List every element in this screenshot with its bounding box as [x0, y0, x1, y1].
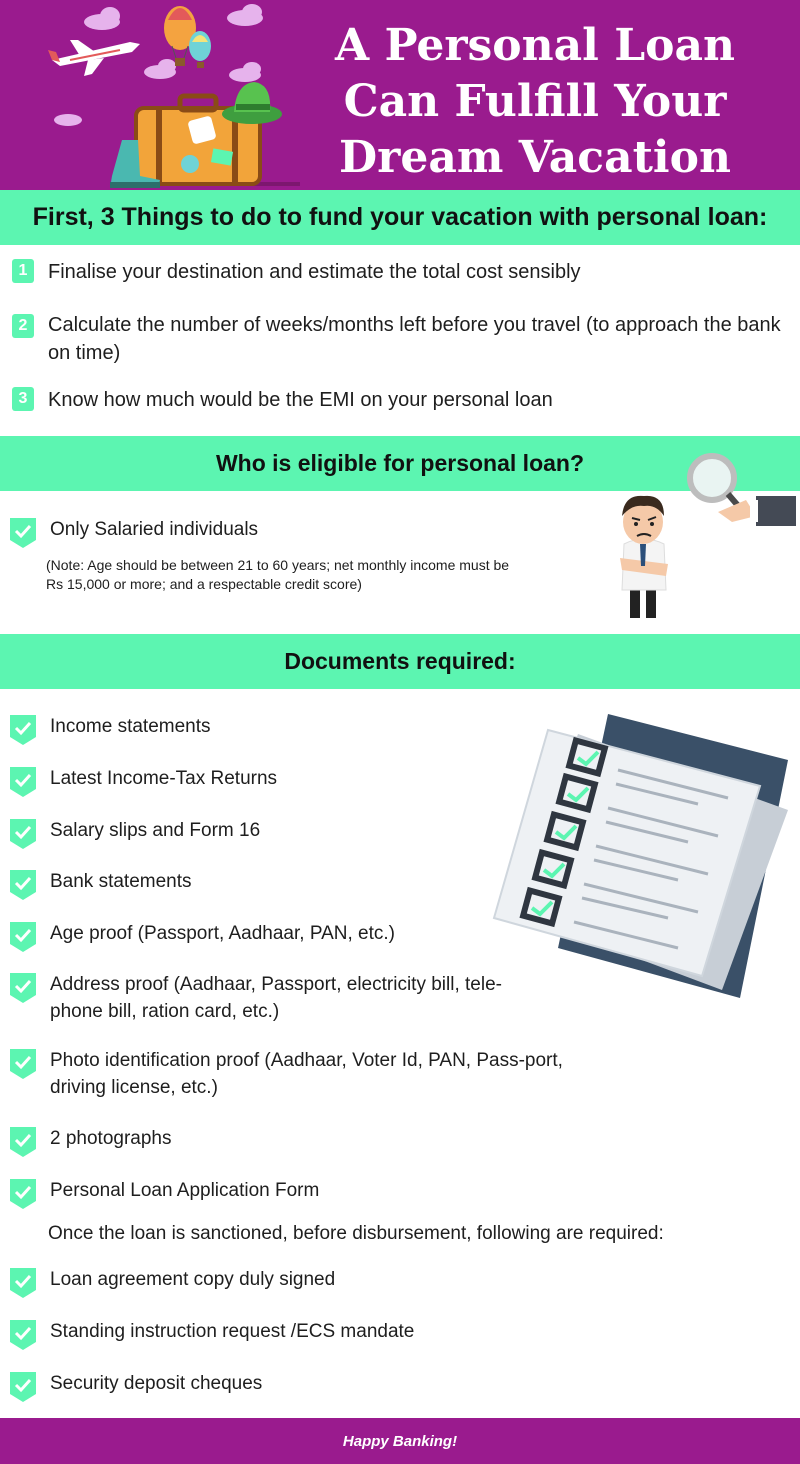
- hat-icon: [222, 82, 282, 124]
- title-line-2: Can Fulfill Your: [343, 76, 727, 127]
- confused-man-illustration: [600, 452, 800, 622]
- section-heading-documents: Documents required:: [0, 634, 800, 689]
- page-title: [300, 18, 770, 186]
- document-item: Age proof (Passport, Aadhaar, PAN, etc.): [50, 923, 395, 944]
- document-item: Bank statements: [50, 871, 192, 892]
- step-text: Calculate the number of weeks/months left before you travel (to approach the bank on time): [48, 314, 781, 364]
- check-badge-icon: [10, 1372, 36, 1402]
- title-line-3: Dream Vacation: [338, 132, 731, 183]
- eligibility-item: Only Salaried individuals: [50, 519, 259, 540]
- title-line-1: A Personal Loan: [335, 20, 735, 71]
- document-item: Salary slips and Form 16: [50, 820, 261, 841]
- step-number-badge: 2: [12, 314, 34, 338]
- document-item: Loan agreement copy duly signed: [50, 1269, 336, 1290]
- check-badge-icon: [10, 1127, 36, 1157]
- disbursement-note: Once the loan is sanctioned, before disbursement, following are required:: [48, 1223, 664, 1244]
- checklist-icon: [488, 700, 788, 1000]
- airplane-icon: [48, 40, 140, 76]
- document-item: 2 photographs: [50, 1128, 172, 1149]
- document-item: Personal Loan Application Form: [50, 1180, 320, 1201]
- check-badge-icon: [10, 1179, 36, 1209]
- document-item: Latest Income-Tax Returns: [50, 768, 278, 789]
- step-number-badge: 3: [12, 387, 34, 411]
- document-item: Photo identification proof (Aadhaar, Voter Id, PAN, Pass-port, driving license, etc.): [50, 1050, 563, 1098]
- check-badge-icon: [10, 1049, 36, 1079]
- step-number-badge: 1: [12, 259, 34, 283]
- hot-air-balloon-icon: [164, 6, 211, 68]
- footer-text: Happy Banking!: [342, 1432, 458, 1450]
- check-badge-icon: [10, 819, 36, 849]
- vacation-illustration: [40, 0, 300, 190]
- footer-banner: [0, 1418, 800, 1464]
- check-badge-icon: [10, 1320, 36, 1350]
- section-heading-eligibility: Who is eligible for personal loan?: [0, 436, 800, 491]
- step-text: Finalise your destination and estimate the total cost sensibly: [48, 261, 581, 283]
- document-item: Security deposit cheques: [50, 1373, 263, 1394]
- eligibility-note: (Note: Age should be between 21 to 60 years; net monthly income must be Rs 15,000 or more; and a respectable credit score): [46, 557, 510, 592]
- document-item: Income statements: [50, 716, 211, 737]
- check-badge-icon: [10, 922, 36, 952]
- check-badge-icon: [10, 870, 36, 900]
- document-item: Address proof (Aadhaar, Passport, electricity bill, tele-phone bill, ration card, etc.): [50, 974, 502, 1022]
- document-item: Standing instruction request /ECS mandate: [50, 1321, 415, 1342]
- section-heading-steps: First, 3 Things to do to fund your vacation with personal loan:: [0, 190, 800, 245]
- check-badge-icon: [10, 973, 36, 1003]
- check-badge-icon: [10, 715, 36, 745]
- step-text: Know how much would be the EMI on your personal loan: [48, 389, 553, 411]
- magnifier-icon: [690, 456, 796, 526]
- check-badge-icon: [10, 518, 36, 548]
- check-badge-icon: [10, 767, 36, 797]
- check-badge-icon: [10, 1268, 36, 1298]
